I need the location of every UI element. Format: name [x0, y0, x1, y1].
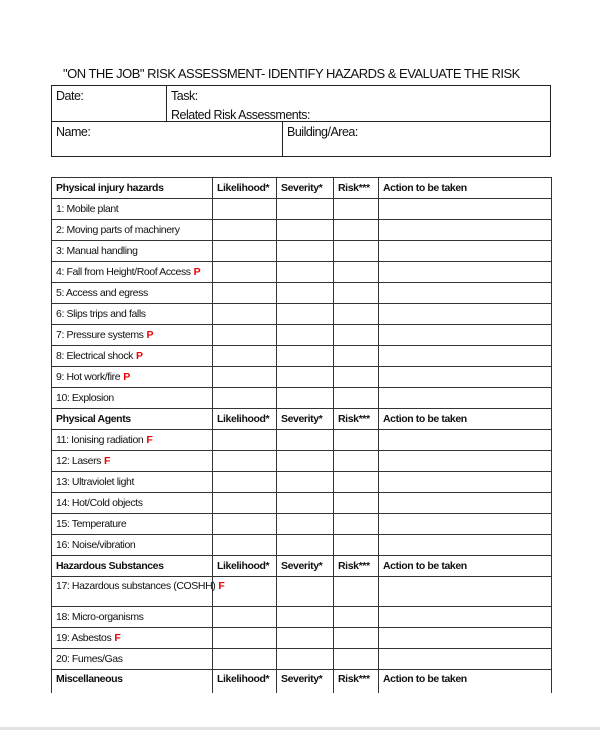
- risk-cell[interactable]: [334, 199, 379, 220]
- table-row: [52, 577, 552, 607]
- hazard-label: 8: Electrical shock: [56, 350, 134, 362]
- column-header: Action to be taken: [379, 409, 552, 430]
- hazard-table: [51, 177, 552, 693]
- table-row: [52, 283, 552, 304]
- hazard-label: 14: Hot/Cold objects: [56, 497, 143, 509]
- risk-cell[interactable]: [334, 304, 379, 325]
- severity-cell[interactable]: [277, 241, 334, 262]
- severity-cell[interactable]: [277, 430, 334, 451]
- risk-cell[interactable]: [334, 577, 379, 607]
- severity-cell[interactable]: [277, 388, 334, 409]
- hazard-label-cell: [52, 649, 213, 670]
- action-cell[interactable]: [379, 577, 552, 607]
- date-field[interactable]: [51, 85, 167, 122]
- action-cell[interactable]: [379, 628, 552, 649]
- task-field[interactable]: [166, 85, 551, 122]
- hazard-label: 7: Pressure systems: [56, 329, 144, 341]
- severity-cell[interactable]: [277, 283, 334, 304]
- hazard-label: 10: Explosion: [56, 392, 114, 404]
- risk-cell[interactable]: [334, 451, 379, 472]
- action-cell[interactable]: [379, 241, 552, 262]
- severity-cell[interactable]: [277, 649, 334, 670]
- table-row: [52, 451, 552, 472]
- hazard-label-cell: [52, 577, 225, 607]
- table-row: [52, 220, 552, 241]
- column-header: Risk***: [334, 556, 379, 577]
- risk-cell[interactable]: [334, 628, 379, 649]
- table-row: [52, 325, 552, 346]
- hazard-label-cell: [52, 262, 213, 283]
- column-header: Severity*: [277, 178, 334, 199]
- hazard-label: 15: Temperature: [56, 518, 127, 530]
- likelihood-cell[interactable]: [213, 304, 277, 325]
- table-row: [52, 304, 552, 325]
- hazard-label-cell: [52, 283, 213, 304]
- building-area-label: Building/Area:: [287, 125, 358, 139]
- column-header: Likelihood*: [213, 556, 277, 577]
- hazard-label-cell: [52, 451, 213, 472]
- table-row: [52, 493, 552, 514]
- action-cell[interactable]: [379, 199, 552, 220]
- hazard-label: 11: Ionising radiation: [56, 434, 144, 446]
- column-header: Severity*: [277, 409, 334, 430]
- action-cell[interactable]: [379, 472, 552, 493]
- severity-cell[interactable]: [277, 325, 334, 346]
- risk-cell[interactable]: [334, 346, 379, 367]
- severity-cell[interactable]: [277, 220, 334, 241]
- action-cell[interactable]: [379, 451, 552, 472]
- likelihood-cell[interactable]: [213, 346, 277, 367]
- hazard-flag: P: [123, 371, 130, 383]
- hazard-label-cell: [52, 493, 213, 514]
- action-cell[interactable]: [379, 367, 552, 388]
- risk-cell[interactable]: [334, 388, 379, 409]
- hazard-label: 19: Asbestos: [56, 632, 112, 644]
- column-header: Severity*: [277, 670, 334, 694]
- hazard-label-cell: [52, 514, 213, 535]
- severity-cell[interactable]: [277, 304, 334, 325]
- severity-cell[interactable]: [277, 199, 334, 220]
- table-row: [52, 514, 552, 535]
- hazard-label-cell: [52, 241, 213, 262]
- action-cell[interactable]: [379, 514, 552, 535]
- hazard-flag: P: [136, 350, 143, 362]
- hazard-label: 2: Moving parts of machinery: [56, 224, 180, 236]
- table-row: [52, 430, 552, 451]
- risk-cell[interactable]: [334, 241, 379, 262]
- severity-cell[interactable]: [277, 367, 334, 388]
- risk-cell[interactable]: [334, 514, 379, 535]
- hazard-label-cell: [52, 304, 213, 325]
- likelihood-cell[interactable]: [213, 607, 277, 628]
- risk-cell[interactable]: [334, 325, 379, 346]
- table-row: [52, 649, 552, 670]
- building-area-field[interactable]: [282, 121, 551, 157]
- column-header: Risk***: [334, 670, 379, 694]
- likelihood-cell[interactable]: [213, 430, 277, 451]
- severity-cell[interactable]: [277, 346, 334, 367]
- section-header-row: [52, 556, 552, 577]
- hazard-label-cell: [52, 325, 213, 346]
- action-cell[interactable]: [379, 325, 552, 346]
- action-cell[interactable]: [379, 388, 552, 409]
- risk-cell[interactable]: [334, 472, 379, 493]
- hazard-label: 17: Hazardous substances (COSHH): [56, 580, 216, 592]
- likelihood-cell[interactable]: [213, 472, 277, 493]
- hazard-label-cell: [52, 607, 213, 628]
- action-cell[interactable]: [379, 283, 552, 304]
- risk-cell[interactable]: [334, 607, 379, 628]
- likelihood-cell[interactable]: [213, 493, 277, 514]
- hazard-label: 5: Access and egress: [56, 287, 148, 299]
- hazard-label-cell: [52, 430, 213, 451]
- likelihood-cell[interactable]: [213, 283, 277, 304]
- hazard-flag: P: [193, 266, 201, 278]
- severity-cell[interactable]: [277, 607, 334, 628]
- severity-cell[interactable]: [277, 451, 334, 472]
- column-header: Risk***: [334, 178, 379, 199]
- risk-cell[interactable]: [334, 262, 379, 283]
- name-field[interactable]: [51, 121, 283, 157]
- table-row: [52, 367, 552, 388]
- section-header-row: [52, 670, 552, 694]
- risk-cell[interactable]: [334, 649, 379, 670]
- risk-cell[interactable]: [334, 220, 379, 241]
- risk-cell[interactable]: [334, 283, 379, 304]
- severity-cell[interactable]: [277, 493, 334, 514]
- likelihood-cell[interactable]: [213, 451, 277, 472]
- hazard-label-cell: [52, 472, 213, 493]
- hazard-label: 16: Noise/vibration: [56, 539, 136, 551]
- action-cell[interactable]: [379, 535, 552, 556]
- hazard-label: 6: Slips trips and falls: [56, 308, 146, 320]
- table-row: [52, 262, 552, 283]
- column-header: Action to be taken: [379, 670, 552, 694]
- severity-cell[interactable]: [277, 262, 334, 283]
- hazard-label-cell: [52, 628, 213, 649]
- column-header: Likelihood*: [213, 409, 277, 430]
- section-heading: Miscellaneous: [52, 670, 213, 694]
- table-row: [52, 628, 552, 649]
- hazard-flag: P: [146, 329, 154, 341]
- hazard-label-cell: [52, 346, 213, 367]
- likelihood-cell[interactable]: [213, 649, 277, 670]
- section-heading: Physical Agents: [52, 409, 213, 430]
- likelihood-cell[interactable]: [213, 514, 277, 535]
- hazard-label: 18: Micro-organisms: [56, 611, 144, 623]
- severity-cell[interactable]: [277, 535, 334, 556]
- section-heading: Hazardous Substances: [52, 556, 213, 577]
- page-title: "ON THE JOB" RISK ASSESSMENT- IDENTIFY HAZARDS & EVALUATE THE RISK: [63, 66, 520, 81]
- section-header-row: [52, 409, 552, 430]
- hazard-label: 13: Ultraviolet light: [56, 476, 134, 488]
- likelihood-cell[interactable]: [213, 220, 277, 241]
- hazard-flag: F: [146, 434, 153, 446]
- column-header: Likelihood*: [213, 670, 277, 694]
- action-cell[interactable]: [379, 220, 552, 241]
- related-risk-label: Related Risk Assessments:: [171, 108, 310, 122]
- section-heading: Physical injury hazards: [52, 178, 213, 199]
- hazard-label: 4: Fall from Height/Roof Access: [56, 266, 191, 278]
- table-row: [52, 535, 552, 556]
- hazard-label: 3: Manual handling: [56, 245, 138, 257]
- hazard-label-cell: [52, 367, 213, 388]
- name-label: Name:: [56, 125, 91, 139]
- risk-cell[interactable]: [334, 535, 379, 556]
- hazard-label-cell: [52, 199, 213, 220]
- column-header: Action to be taken: [379, 178, 552, 199]
- action-cell[interactable]: [379, 346, 552, 367]
- likelihood-cell[interactable]: [213, 241, 277, 262]
- hazard-label-cell: [52, 220, 213, 241]
- table-row: [52, 199, 552, 220]
- column-header: Severity*: [277, 556, 334, 577]
- column-header: Likelihood*: [213, 178, 277, 199]
- likelihood-cell[interactable]: [213, 367, 277, 388]
- risk-cell[interactable]: [334, 367, 379, 388]
- hazard-flag: F: [104, 455, 111, 467]
- section-header-row: [52, 178, 552, 199]
- hazard-label: 20: Fumes/Gas: [56, 653, 123, 665]
- severity-cell[interactable]: [277, 472, 334, 493]
- severity-cell[interactable]: [277, 514, 334, 535]
- hazard-label-cell: [52, 388, 213, 409]
- likelihood-cell[interactable]: [213, 325, 277, 346]
- hazard-label: 12: Lasers: [56, 455, 102, 467]
- column-header: Action to be taken: [379, 556, 552, 577]
- likelihood-cell[interactable]: [213, 535, 277, 556]
- table-row: [52, 607, 552, 628]
- risk-cell[interactable]: [334, 430, 379, 451]
- likelihood-cell[interactable]: [213, 199, 277, 220]
- column-header: Risk***: [334, 409, 379, 430]
- risk-cell[interactable]: [334, 493, 379, 514]
- table-row: [52, 472, 552, 493]
- task-label: Task:: [171, 89, 198, 103]
- action-cell[interactable]: [379, 262, 552, 283]
- action-cell[interactable]: [379, 607, 552, 628]
- likelihood-cell[interactable]: [213, 388, 277, 409]
- hazard-label-cell: [52, 535, 213, 556]
- action-cell[interactable]: [379, 649, 552, 670]
- hazard-flag: F: [218, 580, 225, 592]
- severity-cell[interactable]: [277, 577, 334, 607]
- likelihood-cell[interactable]: [213, 262, 277, 283]
- table-row: [52, 388, 552, 409]
- action-cell[interactable]: [379, 430, 552, 451]
- hazard-label: 1: Mobile plant: [56, 203, 119, 215]
- likelihood-cell[interactable]: [213, 628, 277, 649]
- action-cell[interactable]: [379, 493, 552, 514]
- hazard-label: 9: Hot work/fire: [56, 371, 121, 383]
- severity-cell[interactable]: [277, 628, 334, 649]
- hazard-flag: F: [114, 632, 121, 644]
- action-cell[interactable]: [379, 304, 552, 325]
- table-row: [52, 241, 552, 262]
- date-label: Date:: [56, 89, 84, 103]
- table-row: [52, 346, 552, 367]
